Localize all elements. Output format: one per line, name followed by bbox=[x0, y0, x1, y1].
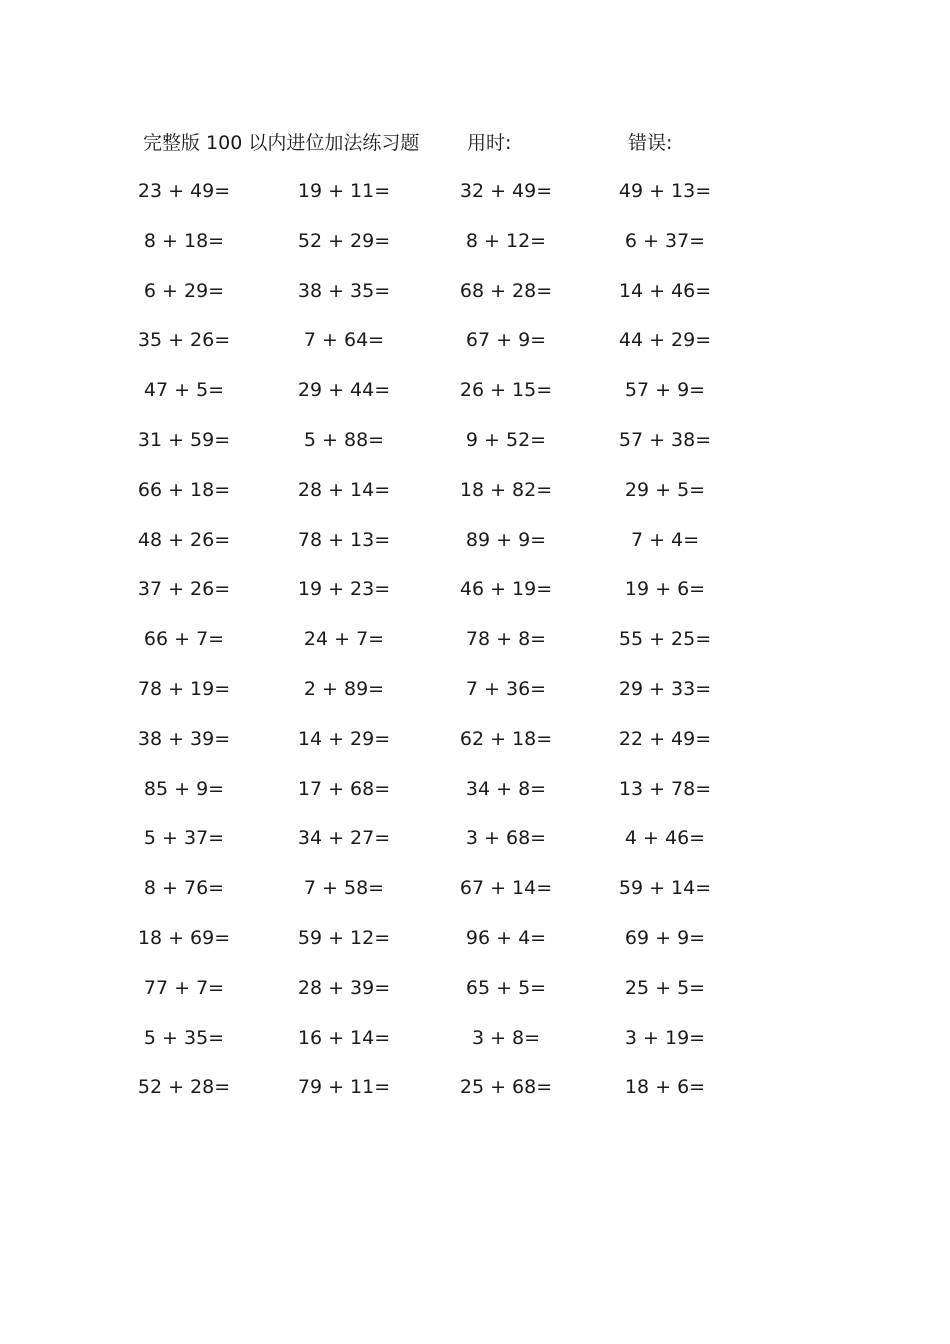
problem-row bbox=[0, 175, 950, 225]
problem-item: 14 + 46= bbox=[618, 279, 712, 302]
problem-item: 34 + 27= bbox=[297, 827, 391, 850]
problem-item: 38 + 35= bbox=[297, 279, 391, 302]
problem-item: 79 + 11= bbox=[297, 1076, 391, 1099]
problem-item: 48 + 26= bbox=[137, 528, 231, 551]
problem-item: 18 + 69= bbox=[137, 926, 231, 949]
problem-row bbox=[0, 972, 950, 1022]
problem-item: 78 + 13= bbox=[297, 528, 391, 551]
problem-item: 3 + 8= bbox=[471, 1026, 541, 1049]
problem-item: 28 + 14= bbox=[297, 478, 391, 501]
problem-item: 49 + 13= bbox=[618, 180, 712, 202]
problem-item: 67 + 9= bbox=[465, 329, 547, 352]
problem-item: 55 + 25= bbox=[618, 628, 712, 651]
problem-row bbox=[0, 424, 950, 474]
problem-item: 8 + 76= bbox=[143, 877, 225, 900]
problem-item: 47 + 5= bbox=[143, 379, 225, 402]
problem-item: 77 + 7= bbox=[143, 976, 225, 999]
problem-item: 6 + 29= bbox=[143, 279, 225, 302]
problem-row bbox=[0, 474, 950, 524]
problem-item: 24 + 7= bbox=[303, 628, 385, 651]
problem-row bbox=[0, 1022, 950, 1072]
problem-item: 16 + 14= bbox=[297, 1026, 391, 1049]
problem-item: 66 + 18= bbox=[137, 478, 231, 501]
problem-row bbox=[0, 374, 950, 424]
problem-item: 78 + 19= bbox=[137, 677, 231, 700]
problem-item: 5 + 88= bbox=[303, 428, 385, 451]
problem-item: 7 + 58= bbox=[303, 877, 385, 900]
problem-row bbox=[0, 872, 950, 922]
problem-item: 62 + 18= bbox=[459, 727, 553, 750]
problem-item: 78 + 8= bbox=[465, 628, 547, 651]
problem-item: 2 + 89= bbox=[303, 677, 385, 700]
problem-item: 57 + 9= bbox=[624, 379, 706, 402]
problem-row bbox=[0, 524, 950, 574]
problem-item: 7 + 36= bbox=[465, 677, 547, 700]
problem-row bbox=[0, 822, 950, 872]
problem-item: 26 + 15= bbox=[459, 379, 553, 402]
problem-row bbox=[0, 773, 950, 823]
problem-item: 68 + 28= bbox=[459, 279, 553, 302]
problem-item: 89 + 9= bbox=[465, 528, 547, 551]
problem-item: 38 + 39= bbox=[137, 727, 231, 750]
problem-item: 7 + 64= bbox=[303, 329, 385, 352]
problem-item: 22 + 49= bbox=[618, 727, 712, 750]
problem-item: 34 + 8= bbox=[465, 777, 547, 800]
problem-item: 44 + 29= bbox=[618, 329, 712, 352]
problem-item: 59 + 14= bbox=[618, 877, 712, 900]
problem-item: 59 + 12= bbox=[297, 926, 391, 949]
problem-row bbox=[0, 275, 950, 325]
problem-item: 29 + 5= bbox=[624, 478, 706, 501]
problem-item: 6 + 37= bbox=[624, 229, 706, 252]
problem-item: 25 + 68= bbox=[459, 1076, 553, 1099]
problem-item: 14 + 29= bbox=[297, 727, 391, 750]
problem-item: 9 + 52= bbox=[465, 428, 547, 451]
problem-item: 65 + 5= bbox=[465, 976, 547, 999]
problem-item: 85 + 9= bbox=[143, 777, 225, 800]
problem-item: 46 + 19= bbox=[459, 578, 553, 601]
problem-item: 3 + 68= bbox=[465, 827, 547, 850]
problem-item: 17 + 68= bbox=[297, 777, 391, 800]
problem-item: 19 + 23= bbox=[297, 578, 391, 601]
problem-item: 19 + 6= bbox=[624, 578, 706, 601]
problem-row bbox=[0, 723, 950, 773]
problem-item: 52 + 28= bbox=[137, 1076, 231, 1099]
problem-row bbox=[0, 623, 950, 673]
problem-row bbox=[0, 225, 950, 275]
problem-item: 35 + 26= bbox=[137, 329, 231, 352]
problem-item: 8 + 18= bbox=[143, 229, 225, 252]
problem-row bbox=[0, 922, 950, 972]
problem-item: 67 + 14= bbox=[459, 877, 553, 900]
problem-item: 13 + 78= bbox=[618, 777, 712, 800]
problem-item: 7 + 4= bbox=[630, 528, 700, 551]
problem-row bbox=[0, 324, 950, 374]
worksheet-header bbox=[0, 128, 950, 158]
problem-item: 32 + 49= bbox=[459, 180, 553, 202]
problem-grid bbox=[0, 175, 950, 1121]
worksheet-title: 完整版 100 以内进位加法练习题 bbox=[143, 132, 420, 154]
problem-item: 3 + 19= bbox=[624, 1026, 706, 1049]
problem-item: 57 + 38= bbox=[618, 428, 712, 451]
problem-row bbox=[0, 673, 950, 723]
problem-item: 18 + 6= bbox=[624, 1076, 706, 1099]
errors-label: 错误: bbox=[628, 132, 673, 154]
problem-item: 31 + 59= bbox=[137, 428, 231, 451]
problem-item: 19 + 11= bbox=[297, 180, 391, 202]
problem-item: 23 + 49= bbox=[137, 180, 231, 202]
problem-row bbox=[0, 1071, 950, 1121]
problem-row bbox=[0, 573, 950, 623]
problem-item: 5 + 37= bbox=[143, 827, 225, 850]
problem-item: 96 + 4= bbox=[465, 926, 547, 949]
problem-item: 18 + 82= bbox=[459, 478, 553, 501]
problem-item: 66 + 7= bbox=[143, 628, 225, 651]
problem-item: 52 + 29= bbox=[297, 229, 391, 252]
problem-item: 4 + 46= bbox=[624, 827, 706, 850]
problem-item: 29 + 33= bbox=[618, 677, 712, 700]
problem-item: 5 + 35= bbox=[143, 1026, 225, 1049]
time-label: 用时: bbox=[467, 132, 512, 154]
problem-item: 69 + 9= bbox=[624, 926, 706, 949]
problem-item: 29 + 44= bbox=[297, 379, 391, 402]
problem-item: 37 + 26= bbox=[137, 578, 231, 601]
problem-item: 8 + 12= bbox=[465, 229, 547, 252]
problem-item: 28 + 39= bbox=[297, 976, 391, 999]
problem-item: 25 + 5= bbox=[624, 976, 706, 999]
